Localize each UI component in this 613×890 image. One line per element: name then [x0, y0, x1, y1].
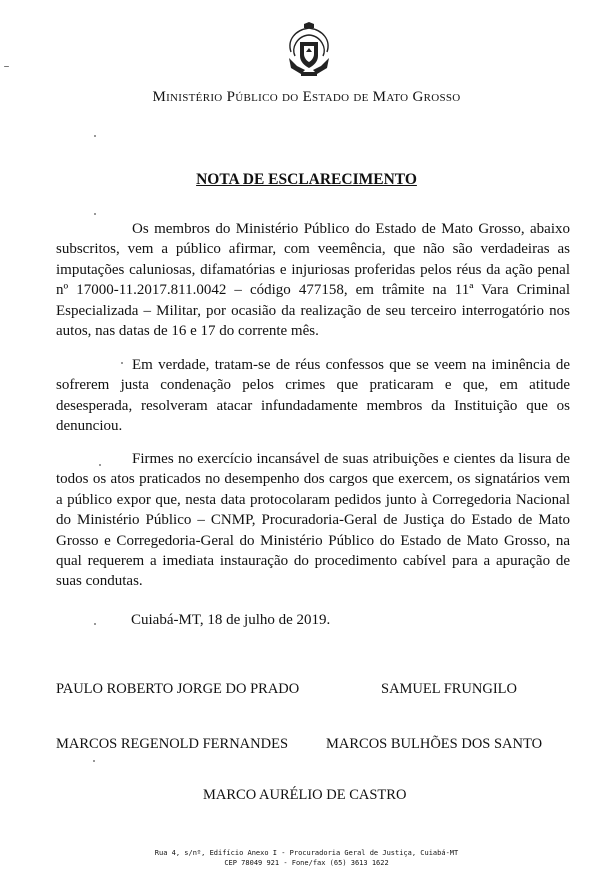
- scan-speck: [121, 362, 123, 364]
- scan-speck: [94, 623, 96, 625]
- scan-speck: [93, 760, 95, 762]
- signatory-name: MARCOS REGENOLD FERNANDES: [56, 736, 289, 752]
- paragraph-2: Em verdade, tratam-se de réus confessos que se veem na iminência de sofrerem justa condenação pelos crimes que praticaram e que, em atitude desesperada, resolveram atacar infundadamente membros da Instituição que os denunciou.: [56, 357, 570, 435]
- signatory-name: SAMUEL FRUNGILO: [381, 681, 518, 697]
- paragraph-1: Os membros do Ministério Público do Estado de Mato Grosso, abaixo subscritos, vem a público afirmar, com veemência, que não são verdadeiras as imputações caluniosas, difamatórias e injuriosas proferidas pelos réus da ação penal nº 17000-11.2017.811.0042 – código 477158, em trâmite na 11ª Vara Criminal Especializada – Militar, por ocasião da realização de seu terceiro interrogatório nos autos, nas datas de 16 e 17 do corrente mês.: [56, 221, 570, 340]
- signatory-name: MARCOS BULHÕES DOS SANTO: [326, 736, 543, 752]
- signatory-name: MARCO AURÉLIO DE CASTRO: [203, 787, 407, 803]
- scan-speck: [94, 135, 96, 137]
- footer-address: [0, 849, 613, 868]
- signatory-name: PAULO ROBERTO JORGE DO PRADO: [56, 681, 300, 697]
- footer-address-line: Rua 4, s/nº, Edifício Anexo I - Procuradoria Geral de Justiça, Cuiabá-MT: [154, 849, 459, 857]
- document-title: NOTA DE ESCLARECIMENTO: [196, 171, 417, 188]
- coat-of-arms-icon: [283, 22, 335, 78]
- date-line: Cuiabá-MT, 18 de julho de 2019.: [131, 612, 331, 628]
- scan-speck: [94, 213, 96, 215]
- scan-speck: [4, 66, 9, 67]
- paragraph-3: Firmes no exercício incansável de suas atribuições e cientes da lisura de todos os atos praticados no desempenho dos cargos que exercem, os signatários vem a público expor que, nesta data protocolaram pedidos junto à Corregedoria Nacional do Ministério Público – CNMP, Procuradoria-Geral de Justiça do Estado de Mato Grosso e Corregedoria-Geral do Ministério Público do Estado de Mato Grosso, na qual requerem a imediata instauração do procedimento cabível para a apuração de suas condutas.: [56, 451, 570, 590]
- institution-header: Ministério Público do Estado de Mato Grosso: [152, 89, 461, 105]
- scan-speck: [99, 464, 101, 466]
- footer-phone-line: CEP 78049 921 - Fone/fax (65) 3613 1622: [224, 858, 389, 867]
